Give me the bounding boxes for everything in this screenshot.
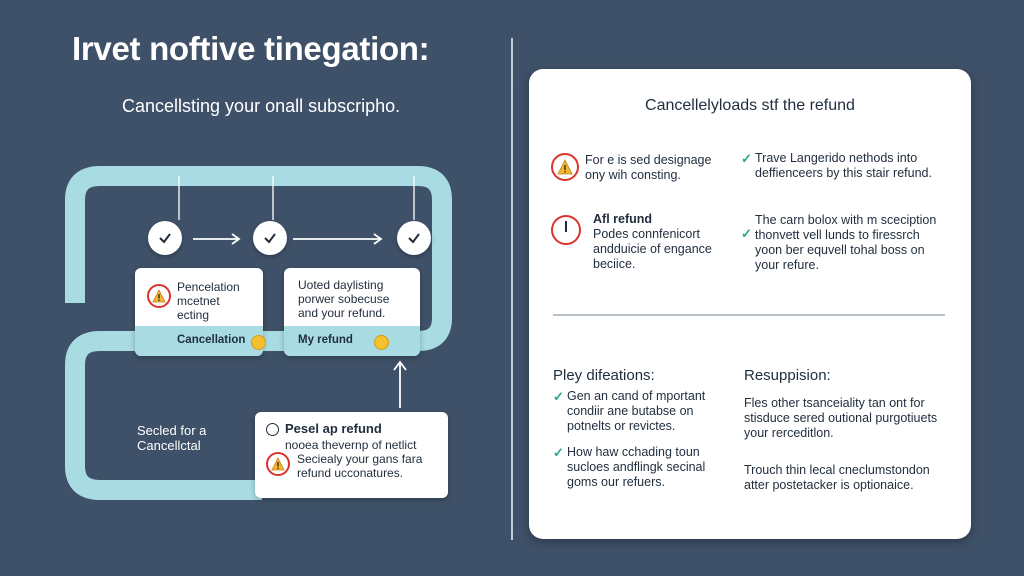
cancellation-card[interactable] <box>135 268 263 356</box>
checkmark-icon: ✓ <box>741 151 752 166</box>
check-icon <box>397 221 431 255</box>
side-label-line: Secled for a <box>137 423 207 438</box>
panel-line: andduicie of engance <box>593 242 712 256</box>
panel-line: The carn bolox with m sceciption <box>755 213 937 227</box>
warning-icon <box>551 153 579 181</box>
panel-line: Trouch thin lecal cneclumstondon <box>744 463 930 477</box>
side-label-line: Cancellctal <box>137 438 201 453</box>
section-heading: Pley difeations: <box>553 367 655 384</box>
panel-line: Gen an cand of mportant <box>567 389 706 403</box>
warning-icon <box>147 284 171 308</box>
panel-line: For e is sed designage <box>585 153 712 167</box>
panel-line: condiir ane butabse on <box>567 404 694 418</box>
card-line: nooea thevernp of netlict <box>285 438 417 452</box>
check-icon <box>148 221 182 255</box>
card-line: and your refund. <box>298 306 386 320</box>
warning-icon <box>266 452 290 476</box>
panel-divider <box>553 314 945 316</box>
panel-line: sucloes andflingk secinal <box>567 460 706 474</box>
panel-line: Trave Langerido nethods into <box>755 151 918 165</box>
side-label <box>137 423 206 453</box>
page-subtitle: Cancellsting your onall subscripho. <box>122 96 401 116</box>
card-line: mcetnet <box>177 294 220 308</box>
panel-line: thonvett vell lunds to firessrch <box>755 228 920 242</box>
card-footer-label: Cancellation <box>177 334 246 346</box>
page-title: Irvet noftive tinegation: <box>72 30 430 67</box>
panel-line: yoon ber equvell tohal boss on <box>755 243 925 257</box>
arrow-right-icon <box>293 234 381 244</box>
panel-line: goms our refuers. <box>567 475 665 489</box>
card-footer-label: My refund <box>298 334 353 346</box>
panel-line: How haw cchading toun <box>567 445 700 459</box>
checkmark-icon: ✓ <box>553 445 564 460</box>
refund-card[interactable] <box>284 268 420 356</box>
arrow-up-icon <box>394 362 406 408</box>
panel-title: Cancellelyloads stf the refund <box>645 97 855 114</box>
refund-info-panel <box>529 69 971 539</box>
check-icon <box>253 221 287 255</box>
panel-line: potnelts or revictes. <box>567 419 676 433</box>
card-line: porwer sobecuse <box>298 292 390 306</box>
panel-line: stisduce sered outional purgotiuets <box>744 411 938 425</box>
panel-line: atter postetacker is optionaice. <box>744 478 914 492</box>
card-line: ecting <box>177 308 210 322</box>
panel-item-title: Afl refund <box>593 212 653 226</box>
stopwatch-icon <box>551 215 581 245</box>
card-footer-bar <box>284 326 420 356</box>
arrow-right-icon <box>193 234 239 244</box>
section-heading: Resuppision: <box>744 367 831 384</box>
checkmark-icon: ✓ <box>741 226 752 241</box>
panel-line: Fles other tsanceiality tan ont for <box>744 396 925 410</box>
reset-refund-card[interactable] <box>255 412 448 498</box>
coin-icon <box>251 335 266 350</box>
panel-line: your rerceditlon. <box>744 426 834 440</box>
card-line: Seciealy your gans fara <box>297 452 423 466</box>
card-title: Pesel ap refund <box>285 421 382 436</box>
panel-line: deffienceers by this stair refund. <box>755 166 932 180</box>
card-line: Pencelation <box>177 280 240 294</box>
coin-icon <box>374 335 389 350</box>
card-line: refund ucconatures. <box>297 466 404 480</box>
panel-line: your refure. <box>755 258 819 272</box>
checkmark-icon: ✓ <box>553 389 564 404</box>
panel-line: Podes connfenicort <box>593 227 701 241</box>
panel-line: ony wih consting. <box>585 168 681 182</box>
clock-icon <box>266 423 279 436</box>
card-footer-bar <box>135 326 263 356</box>
panel-line: beciice. <box>593 257 636 271</box>
card-line: Uoted daylisting <box>298 278 384 292</box>
